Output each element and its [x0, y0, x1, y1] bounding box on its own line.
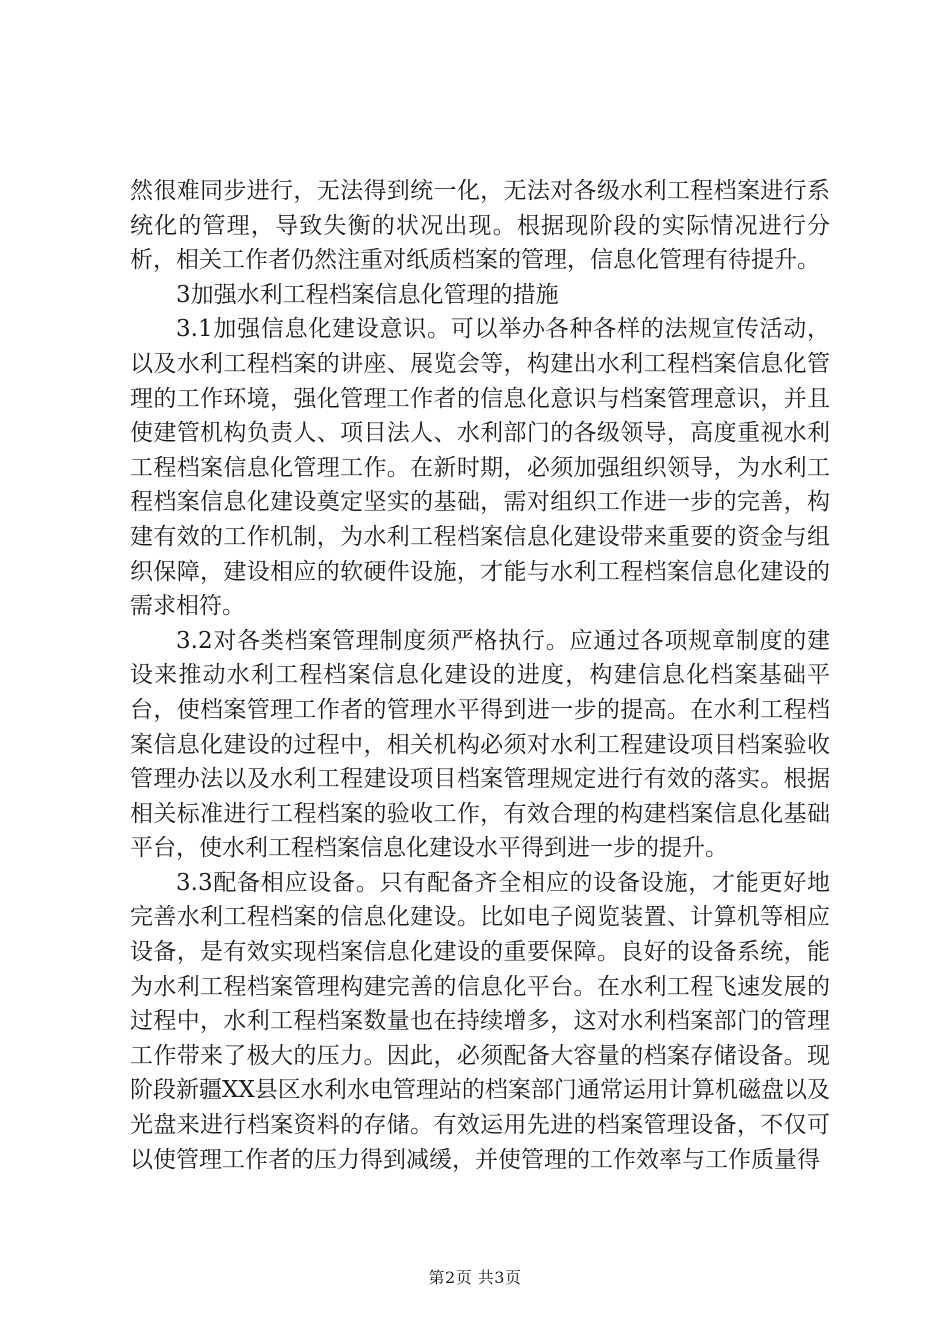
paragraph-3-3: 3.3配备相应设备。只有配备齐全相应的设备设施，才能更好地完善水利工程档案的信息化建设。比如电子阅览装置、计算机等相应设备，是有效实现档案信息化建设的重要保障。良好的设备系统，能为水利工程档案管理构建完善的信息化平台。在水利工程飞速发展的过程中，水利工程档案数量也在持续增多，这对水利档案部门的管理工作带来了极大的压力。因此，必须配备大容量的档案存储设备。现阶段新疆XX县区水利水电管理站的档案部门通常运用计算机磁盘以及光盘来进行档案资料的存储。有效运用先进的档案管理设备，不仅可以使管理工作者的压力得到减缓，并使管理的工作效率与工作质量得 — [130, 869, 830, 1173]
section-heading: 3加强水利工程档案信息化管理的措施 — [176, 281, 559, 308]
document-body — [130, 174, 830, 1177]
page-footer: 第2页 共3页 — [428, 1268, 522, 1287]
paragraph-continuation: 然很难同步进行，无法得到统一化，无法对各级水利工程档案进行系统化的管理，导致失衡的状况出现。根据现阶段的实际情况进行分析，相关工作者仍然注重对纸质档案的管理，信息化管理有待提升。 — [130, 178, 830, 274]
paragraph-3-2: 3.2对各类档案管理制度须严格执行。应通过各项规章制度的建设来推动水利工程档案信息化建设的进度，构建信息化档案基础平台，使档案管理工作者的管理水平得到进一步的提高。在水利工程档案信息化建设的过程中，相关机构必须对水利工程建设项目档案验收管理办法以及水利工程建设项目档案管理规定进行有效的落实。根据相关标准进行工程档案的验收工作，有效合理的构建档案信息化基础平台，使水利工程档案信息化建设水平得到进一步的提升。 — [130, 627, 830, 862]
paragraph-3-1: 3.1加强信息化建设意识。可以举办各种各样的法规宣传活动，以及水利工程档案的讲座、展览会等，构建出水利工程档案信息化管理的工作环境，强化管理工作者的信息化意识与档案管理意识，并且使建管机构负责人、项目法人、水利部门的各级领导，高度重视水利工程档案信息化管理工作。在新时期，必须加强组织领导，为水利工程档案信息化建设奠定坚实的基础，需对组织工作进一步的完善，构建有效的工作机制，为水利工程档案信息化建设带来重要的资金与组织保障，建设相应的软硬件设施，才能与水利工程档案信息化建设的需求相符。 — [130, 316, 830, 620]
